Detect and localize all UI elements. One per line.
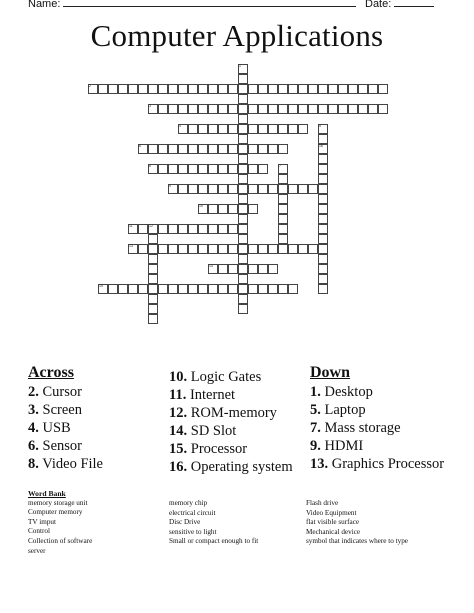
crossword-cell[interactable] — [238, 234, 248, 244]
crossword-cell[interactable] — [248, 244, 258, 254]
crossword-cell[interactable] — [368, 104, 378, 114]
crossword-cell[interactable] — [278, 214, 288, 224]
crossword-cell[interactable] — [188, 164, 198, 174]
crossword-cell[interactable] — [228, 184, 238, 194]
crossword-cell[interactable] — [148, 274, 158, 284]
crossword-cell[interactable] — [358, 104, 368, 114]
crossword-cell[interactable] — [218, 104, 228, 114]
crossword-cell[interactable] — [248, 104, 258, 114]
crossword-cell[interactable] — [218, 164, 228, 174]
word-bank-item: memory chip — [169, 499, 208, 507]
crossword-cell[interactable] — [148, 264, 158, 274]
crossword-cell[interactable] — [108, 84, 118, 94]
clue-across-16: 16. Operating system — [169, 459, 293, 475]
word-bank-item: sensitive to light — [169, 527, 217, 536]
crossword-cell[interactable] — [278, 204, 288, 214]
crossword-cell[interactable] — [228, 204, 238, 214]
crossword-cell[interactable] — [178, 184, 188, 194]
crossword-cell[interactable] — [278, 124, 288, 134]
across-clues-continued — [169, 368, 319, 476]
clue-down-13: 13. Graphics Processor — [310, 456, 445, 472]
crossword-cell[interactable] — [238, 154, 248, 164]
crossword-cell[interactable] — [278, 174, 288, 184]
crossword-cell[interactable] — [238, 74, 248, 84]
crossword-cell[interactable] — [248, 164, 258, 174]
clue-number-3: 3 — [149, 104, 151, 108]
crossword-cell[interactable] — [238, 124, 248, 134]
crossword-cell[interactable] — [208, 124, 218, 134]
crossword-cell[interactable] — [318, 154, 328, 164]
word-bank-title: Word Bank — [28, 489, 66, 498]
word-bank-item: memory storage unit — [28, 498, 88, 507]
clue-down-5: 5. Laptop — [310, 402, 366, 418]
crossword-cell[interactable] — [198, 84, 208, 94]
crossword-cell[interactable] — [238, 264, 248, 274]
crossword-cell[interactable] — [208, 204, 218, 214]
word-bank-item: flat visible surface — [306, 518, 360, 527]
crossword-cell[interactable] — [188, 104, 198, 114]
clue-across-2: 2. Cursor — [28, 384, 82, 400]
crossword-cell[interactable] — [228, 84, 238, 94]
crossword-cell[interactable] — [218, 244, 228, 254]
crossword-cell[interactable] — [148, 244, 158, 254]
crossword-cell[interactable] — [198, 144, 208, 154]
crossword-cell[interactable] — [208, 104, 218, 114]
name-label: Name: — [28, 0, 61, 10]
down-clues — [310, 364, 460, 473]
crossword-cell[interactable] — [238, 164, 248, 174]
crossword-cell[interactable] — [218, 144, 228, 154]
clue-number-13: 13 — [129, 244, 133, 248]
crossword-cell[interactable] — [168, 144, 178, 154]
crossword-cell[interactable] — [278, 224, 288, 234]
crossword-cell[interactable] — [238, 94, 248, 104]
crossword-cell[interactable] — [238, 114, 248, 124]
clue-across-4: 4. USB — [28, 420, 71, 436]
crossword-cell[interactable] — [268, 144, 278, 154]
crossword-cell[interactable] — [308, 104, 318, 114]
clue-number-7: 7 — [279, 164, 281, 168]
crossword-cell[interactable] — [148, 304, 158, 314]
crossword-cell[interactable] — [98, 84, 108, 94]
crossword-cell[interactable] — [188, 224, 198, 234]
crossword-cell[interactable] — [308, 184, 318, 194]
crossword-cell[interactable] — [238, 144, 248, 154]
crossword-cell[interactable] — [178, 104, 188, 114]
crossword-cell[interactable] — [278, 194, 288, 204]
crossword-cell[interactable] — [338, 84, 348, 94]
crossword-cell[interactable] — [188, 144, 198, 154]
crossword-cell[interactable] — [218, 224, 228, 234]
crossword-cell[interactable] — [298, 244, 308, 254]
crossword-cell[interactable] — [148, 84, 158, 94]
crossword-cell[interactable] — [198, 104, 208, 114]
crossword-cell[interactable] — [158, 244, 168, 254]
crossword-cell[interactable] — [148, 314, 158, 324]
clue-across-10: 10. Logic Gates — [169, 369, 262, 385]
clue-down-1: 1. Desktop — [310, 384, 373, 400]
word-bank-item: Mechanical device — [306, 527, 361, 536]
crossword-cell[interactable] — [268, 244, 278, 254]
clue-number-4: 4 — [179, 124, 181, 128]
crossword-cell[interactable] — [148, 234, 158, 244]
crossword-cell[interactable] — [168, 224, 178, 234]
clue-across-14: 14. SD Slot — [169, 423, 237, 439]
clue-number-15: 15 — [99, 284, 103, 288]
crossword-cell[interactable] — [138, 84, 148, 94]
clue-number-5: 5 — [319, 124, 321, 128]
crossword-cell[interactable] — [208, 244, 218, 254]
crossword-cell[interactable] — [318, 164, 328, 174]
crossword-cell[interactable] — [198, 184, 208, 194]
word-bank-column-1 — [28, 489, 92, 556]
crossword-cell[interactable] — [208, 184, 218, 194]
across-clues — [28, 364, 103, 473]
crossword-cell[interactable] — [318, 254, 328, 264]
crossword-cell[interactable] — [108, 284, 118, 294]
crossword-cell[interactable] — [188, 84, 198, 94]
down-heading: Down — [310, 364, 351, 381]
crossword-cell[interactable] — [208, 224, 218, 234]
crossword-cell[interactable] — [168, 84, 178, 94]
clue-number-8: 8 — [149, 164, 151, 168]
crossword-cell[interactable] — [298, 104, 308, 114]
crossword-cell[interactable] — [368, 84, 378, 94]
crossword-cell[interactable] — [318, 204, 328, 214]
clue-number-9: 9 — [169, 184, 171, 188]
crossword-cell[interactable] — [138, 224, 148, 234]
crossword-cell[interactable] — [218, 84, 228, 94]
crossword-cell[interactable] — [238, 194, 248, 204]
crossword-cell[interactable] — [238, 214, 248, 224]
clue-number-12: 12 — [149, 224, 153, 228]
crossword-cell[interactable] — [288, 104, 298, 114]
crossword-cell[interactable] — [228, 124, 238, 134]
crossword-cell[interactable] — [178, 244, 188, 254]
crossword-cell[interactable] — [228, 104, 238, 114]
date-label: Date: — [365, 0, 392, 10]
crossword-cell[interactable] — [268, 264, 278, 274]
crossword-cell[interactable] — [148, 144, 158, 154]
crossword-cell[interactable] — [238, 284, 248, 294]
crossword-cell[interactable] — [208, 84, 218, 94]
crossword-cell[interactable] — [118, 284, 128, 294]
crossword-cell[interactable] — [168, 244, 178, 254]
crossword-cell[interactable] — [288, 184, 298, 194]
crossword-cell[interactable] — [258, 124, 268, 134]
crossword-cell[interactable] — [228, 244, 238, 254]
word-bank-column-3 — [306, 499, 408, 547]
clue-across-3: 3. Screen — [28, 402, 82, 418]
across-heading: Across — [28, 364, 74, 381]
crossword-cell[interactable] — [378, 84, 388, 94]
crossword-cell[interactable] — [258, 244, 268, 254]
crossword-cell[interactable] — [288, 84, 298, 94]
crossword-cell[interactable] — [138, 244, 148, 254]
crossword-cell[interactable] — [158, 84, 168, 94]
crossword-cell[interactable] — [168, 104, 178, 114]
crossword-cell[interactable] — [238, 104, 248, 114]
crossword-cell[interactable] — [318, 214, 328, 224]
crossword-cell[interactable] — [208, 164, 218, 174]
crossword-cell[interactable] — [358, 84, 368, 94]
word-bank-item: Disc Drive — [169, 518, 201, 527]
crossword-cell[interactable] — [198, 124, 208, 134]
clue-down-7: 7. Mass storage — [310, 420, 401, 436]
page-title: Computer Applications — [90, 18, 384, 53]
word-bank-item: Collection of software — [28, 536, 93, 545]
crossword-cell[interactable] — [258, 144, 268, 154]
crossword-cell[interactable] — [178, 144, 188, 154]
crossword-cell[interactable] — [328, 104, 338, 114]
crossword-cell[interactable] — [278, 104, 288, 114]
crossword-cell[interactable] — [238, 274, 248, 284]
crossword-cell[interactable] — [328, 84, 338, 94]
crossword-cell[interactable] — [248, 84, 258, 94]
crossword-cell[interactable] — [318, 104, 328, 114]
clue-number-11: 11 — [129, 224, 133, 228]
crossword-cell[interactable] — [258, 84, 268, 94]
crossword-cell[interactable] — [318, 274, 328, 284]
crossword-cell[interactable] — [268, 104, 278, 114]
clue-number-16: 16 — [319, 144, 323, 148]
crossword-cell[interactable] — [258, 104, 268, 114]
word-bank-item: Control — [28, 527, 50, 536]
crossword-cell[interactable] — [238, 224, 248, 234]
crossword-cell[interactable] — [318, 194, 328, 204]
clue-number-2: 2 — [89, 84, 91, 88]
crossword-cell[interactable] — [348, 104, 358, 114]
clue-number-14: 14 — [209, 264, 213, 268]
crossword-cell[interactable] — [248, 204, 258, 214]
crossword-cell[interactable] — [268, 184, 278, 194]
crossword-cell[interactable] — [308, 84, 318, 94]
crossword-cell[interactable] — [168, 284, 178, 294]
crossword-cell[interactable] — [228, 284, 238, 294]
crossword-cell[interactable] — [188, 124, 198, 134]
crossword-cell[interactable] — [298, 124, 308, 134]
word-bank-item: Small or compact enough to fit — [169, 537, 259, 546]
clue-across-6: 6. Sensor — [28, 438, 82, 454]
crossword-cell[interactable] — [228, 164, 238, 174]
crossword-cell[interactable] — [188, 244, 198, 254]
crossword-cell[interactable] — [158, 284, 168, 294]
crossword-cell[interactable] — [238, 244, 248, 254]
crossword-cell[interactable] — [188, 184, 198, 194]
crossword-cell[interactable] — [218, 204, 228, 214]
crossword-cell[interactable] — [198, 284, 208, 294]
crossword-cell[interactable] — [278, 284, 288, 294]
crossword-cell[interactable] — [268, 84, 278, 94]
crossword-cell[interactable] — [258, 284, 268, 294]
clue-number-1: 1 — [239, 64, 241, 68]
crossword-cell[interactable] — [318, 84, 328, 94]
crossword-cell[interactable] — [228, 264, 238, 274]
crossword-cell[interactable] — [268, 124, 278, 134]
word-bank-column-2 — [169, 499, 258, 547]
clue-across-11: 11. Internet — [169, 387, 236, 403]
crossword-cell[interactable] — [268, 284, 278, 294]
crossword-cell[interactable] — [238, 174, 248, 184]
crossword-cell[interactable] — [378, 104, 388, 114]
crossword-cell[interactable] — [138, 284, 148, 294]
crossword-cell[interactable] — [218, 184, 228, 194]
crossword-cell[interactable] — [288, 124, 298, 134]
crossword-cell[interactable] — [318, 244, 328, 254]
crossword-cell[interactable] — [238, 134, 248, 144]
crossword-cell[interactable] — [158, 104, 168, 114]
crossword-cell[interactable] — [178, 164, 188, 174]
clue-number-6: 6 — [139, 144, 141, 148]
crossword-cell[interactable] — [238, 204, 248, 214]
crossword-cell[interactable] — [218, 264, 228, 274]
crossword-cell[interactable] — [178, 284, 188, 294]
crossword-cell[interactable] — [238, 294, 248, 304]
crossword-cell[interactable] — [178, 224, 188, 234]
clue-across-12: 12. ROM-memory — [169, 405, 277, 421]
crossword-cell[interactable] — [248, 144, 258, 154]
crossword-cell[interactable] — [318, 284, 328, 294]
crossword-cell[interactable] — [278, 244, 288, 254]
crossword-cell[interactable] — [318, 134, 328, 144]
crossword-cell[interactable] — [218, 284, 228, 294]
crossword-cell[interactable] — [258, 164, 268, 174]
crossword-cell[interactable] — [148, 254, 158, 264]
crossword-cell[interactable] — [178, 84, 188, 94]
crossword-cell[interactable] — [248, 284, 258, 294]
crossword-cell[interactable] — [208, 144, 218, 154]
word-bank-item: TV imput — [28, 517, 57, 526]
word-bank-item: electrical circuit — [169, 508, 216, 517]
crossword-cell[interactable] — [298, 184, 308, 194]
crossword-cell[interactable] — [298, 84, 308, 94]
crossword-cell[interactable] — [278, 144, 288, 154]
crossword-cell[interactable] — [128, 284, 138, 294]
crossword-cell[interactable] — [338, 104, 348, 114]
crossword-cell[interactable] — [158, 144, 168, 154]
crossword-cell[interactable] — [258, 264, 268, 274]
crossword-cell[interactable] — [258, 184, 268, 194]
crossword-cell[interactable] — [278, 234, 288, 244]
crossword-cell[interactable] — [238, 304, 248, 314]
crossword-cell[interactable] — [318, 224, 328, 234]
crossword-cell[interactable] — [228, 144, 238, 154]
word-bank-item: Computer memory — [28, 508, 83, 517]
crossword-cell[interactable] — [288, 244, 298, 254]
crossword-cell[interactable] — [318, 184, 328, 194]
word-bank-item: Flash drive — [306, 499, 339, 507]
crossword-cell[interactable] — [248, 124, 258, 134]
crossword-cell[interactable] — [318, 234, 328, 244]
clue-down-9: 9. HDMI — [310, 438, 364, 454]
crossword-cell[interactable] — [248, 184, 258, 194]
crossword-cell[interactable] — [148, 294, 158, 304]
crossword-cell[interactable] — [198, 164, 208, 174]
crossword-cell[interactable] — [168, 164, 178, 174]
word-bank-item: Video Equipment — [306, 508, 357, 517]
crossword-cell[interactable] — [308, 244, 318, 254]
crossword-cell[interactable] — [158, 224, 168, 234]
crossword-cell[interactable] — [248, 264, 258, 274]
clue-number-10: 10 — [199, 204, 203, 208]
crossword-cell[interactable] — [348, 84, 358, 94]
crossword-cell[interactable] — [148, 284, 158, 294]
crossword-cell[interactable] — [188, 284, 198, 294]
word-bank-item: server — [28, 546, 46, 555]
crossword-cell[interactable] — [318, 174, 328, 184]
crossword-cell[interactable] — [278, 184, 288, 194]
crossword-cell[interactable] — [238, 84, 248, 94]
crossword-cell[interactable] — [228, 224, 238, 234]
crossword-cell[interactable] — [238, 184, 248, 194]
word-bank-item: symbol that indicates where to type — [306, 537, 408, 546]
clue-across-8: 8. Video File — [28, 456, 103, 472]
crossword-cell[interactable] — [128, 84, 138, 94]
crossword-cell[interactable] — [118, 84, 128, 94]
crossword-cell[interactable] — [218, 124, 228, 134]
crossword-cell[interactable] — [158, 164, 168, 174]
crossword-cell[interactable] — [208, 284, 218, 294]
crossword-cell[interactable] — [318, 264, 328, 274]
crossword-cell[interactable] — [238, 254, 248, 264]
crossword-cell[interactable] — [198, 224, 208, 234]
crossword-cell[interactable] — [278, 84, 288, 94]
clue-across-15: 15. Processor — [169, 441, 248, 457]
crossword-cell[interactable] — [288, 284, 298, 294]
crossword-cell[interactable] — [198, 244, 208, 254]
